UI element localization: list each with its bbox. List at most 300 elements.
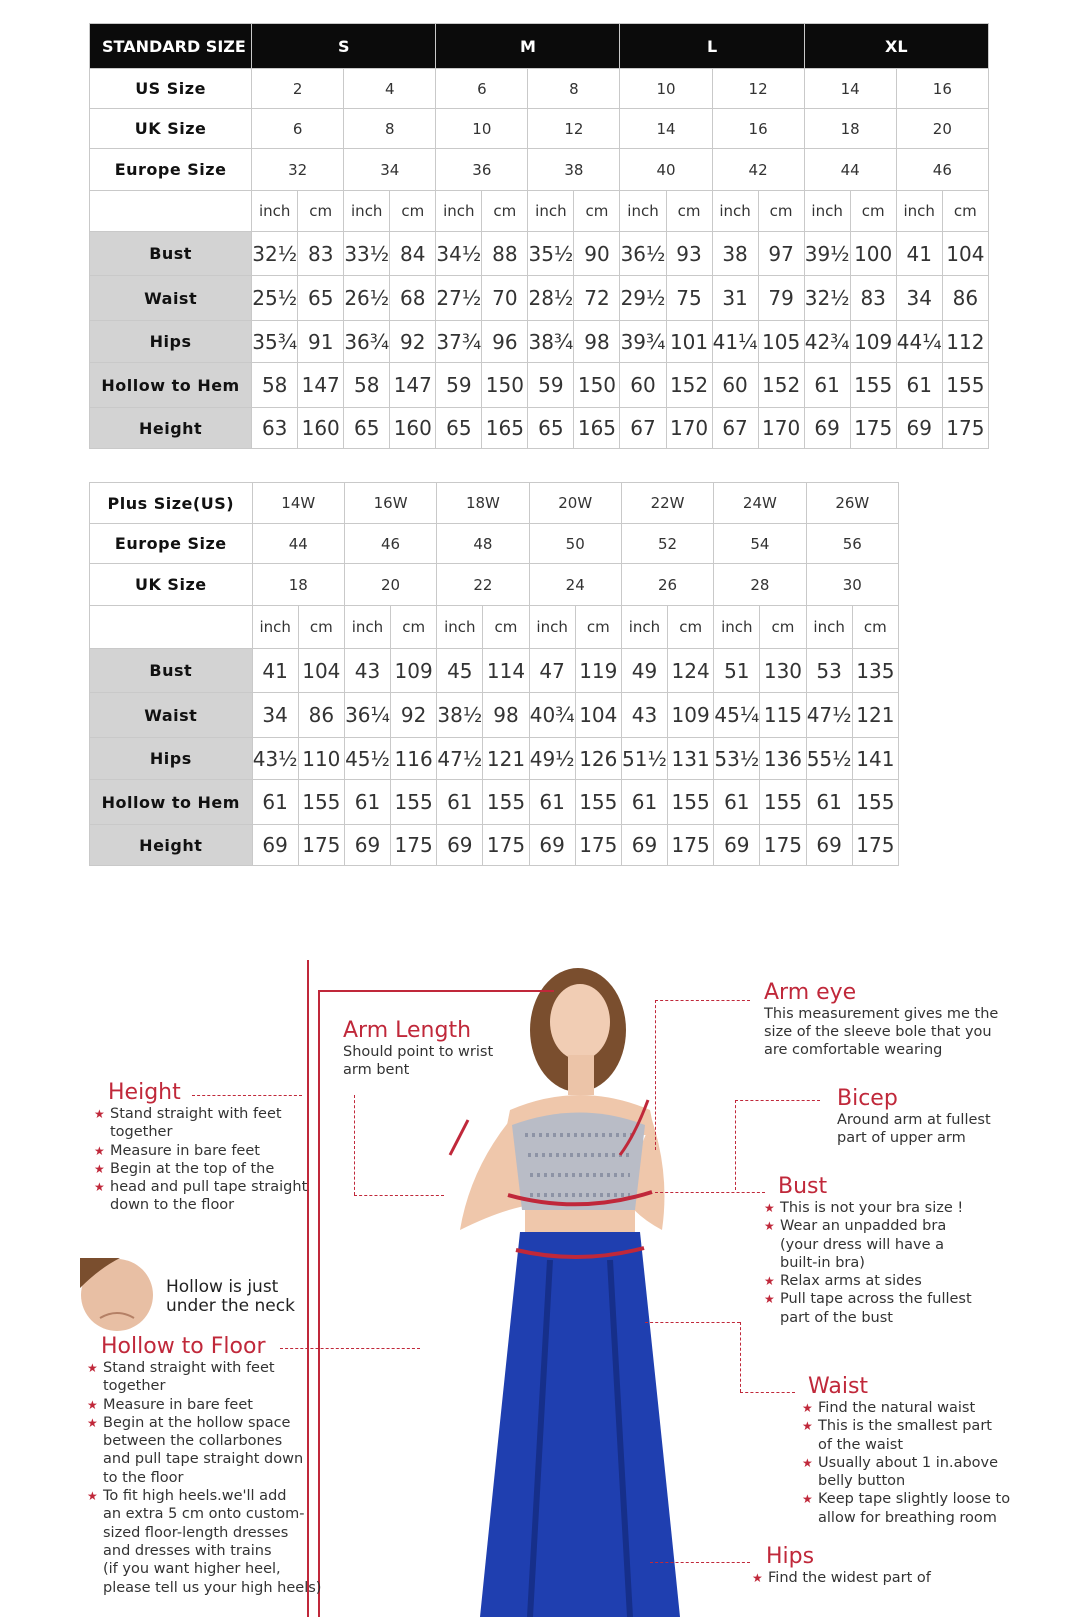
- unit-cm: cm: [758, 191, 804, 232]
- measurement-cell: 175: [575, 825, 621, 866]
- measurement-cell: 40¾: [529, 693, 575, 738]
- measurement-cell: 175: [850, 408, 896, 449]
- unit-inch: inch: [436, 191, 482, 232]
- measurement-cell: 41: [896, 232, 942, 276]
- unit-inch: inch: [621, 606, 667, 649]
- measurement-label: Hollow to Hem: [90, 363, 252, 408]
- measurement-cell: 126: [575, 738, 621, 780]
- measurement-cell: 147: [298, 363, 344, 408]
- measurement-label: Hips: [90, 738, 253, 780]
- bust-annotation: [762, 1174, 1002, 1327]
- list-item: ★ Stand straight with feet: [87, 1360, 275, 1376]
- measurement-cell: 26½: [344, 276, 390, 321]
- measurement-cell: 152: [666, 363, 712, 408]
- measurement-cell: 109: [668, 693, 714, 738]
- list-item: ★ Measure in bare feet: [87, 1396, 253, 1413]
- measurement-cell: 175: [760, 825, 806, 866]
- list-item: and dresses with trains: [103, 1542, 272, 1559]
- plus-size-cell: 26W: [806, 483, 898, 524]
- plus-size-cell: 18W: [437, 483, 529, 524]
- measurement-cell: 121: [852, 693, 898, 738]
- size-s-header: S: [252, 24, 436, 69]
- measurement-cell: 109: [850, 321, 896, 363]
- plus-uk-row: [90, 564, 899, 606]
- measurement-cell: 155: [942, 363, 988, 408]
- measurement-cell: 175: [483, 825, 529, 866]
- list-item: ★ To fit high heels.we'll add: [87, 1488, 287, 1505]
- arm-eye-title: Arm eye: [764, 980, 857, 1005]
- uk-size-row: [90, 109, 989, 149]
- plus-uk-cell: 20: [344, 564, 436, 606]
- arm-eye-text: are comfortable wearing: [764, 1042, 943, 1058]
- measurement-cell: 36½: [620, 232, 666, 276]
- measurement-cell: 45½: [344, 738, 390, 780]
- measurement-cell: 135: [852, 649, 898, 693]
- list-item: down to the floor: [110, 1197, 235, 1214]
- plus-uk-cell: 22: [437, 564, 529, 606]
- measurement-cell: 36¼: [344, 693, 390, 738]
- size-m-header: M: [436, 24, 620, 69]
- measurement-label: Hips: [90, 321, 252, 363]
- us-size-cell: 10: [620, 69, 712, 109]
- bicep-connector: [735, 1100, 820, 1101]
- measurement-cell: 31: [712, 276, 758, 321]
- measurement-cell: 51½: [621, 738, 667, 780]
- europe-size-cell: 44: [804, 149, 896, 191]
- list-item: ★ Find the widest part of: [752, 1570, 931, 1586]
- measurement-cell: 61: [806, 780, 852, 825]
- hollow-to-floor-title: Hollow to Floor: [101, 1334, 266, 1359]
- bicep-text: Around arm at fullest: [837, 1112, 991, 1128]
- plus-size-cell: 20W: [529, 483, 621, 524]
- plus-uk-cell: 28: [714, 564, 806, 606]
- measurement-cell: 49: [621, 649, 667, 693]
- table-row: [90, 738, 899, 780]
- measurement-cell: 114: [483, 649, 529, 693]
- list-item: ★ Begin at the hollow space: [87, 1414, 291, 1431]
- arm-length-title: Arm Length: [343, 1018, 472, 1043]
- table-row: [90, 321, 989, 363]
- measurement-cell: 155: [298, 780, 344, 825]
- list-item: together: [103, 1378, 166, 1395]
- waist-title: Waist: [808, 1374, 869, 1399]
- plus-europe-cell: 46: [344, 524, 436, 564]
- list-item: ★ Stand straight with feet: [94, 1106, 282, 1122]
- measurement-cell: 92: [391, 693, 437, 738]
- measurement-cell: 25½: [252, 276, 298, 321]
- list-item: (your dress will have a: [780, 1236, 944, 1253]
- uk-size-cell: 12: [528, 109, 620, 149]
- list-item: ★ Keep tape slightly loose to: [802, 1491, 1011, 1508]
- measurement-cell: 61: [252, 780, 298, 825]
- list-item: allow for breathing room: [818, 1509, 997, 1526]
- measurement-cell: 59: [436, 363, 482, 408]
- unit-cm: cm: [390, 191, 436, 232]
- measurement-cell: 44¼: [896, 321, 942, 363]
- uk-size-cell: 14: [620, 109, 712, 149]
- plus-europe-row: [90, 524, 899, 564]
- measurement-cell: 84: [390, 232, 436, 276]
- measurement-cell: 105: [758, 321, 804, 363]
- measurement-cell: 53½: [714, 738, 760, 780]
- measurement-cell: 37¾: [436, 321, 482, 363]
- measurement-cell: 98: [483, 693, 529, 738]
- bust-title: Bust: [778, 1174, 828, 1199]
- europe-size-label: Europe Size: [90, 149, 252, 191]
- measurement-cell: 43: [621, 693, 667, 738]
- table-row: [90, 780, 899, 825]
- unit-row: [90, 191, 989, 232]
- uk-size-cell: 16: [712, 109, 804, 149]
- measurement-cell: 160: [390, 408, 436, 449]
- list-item: an extra 5 cm onto custom-: [103, 1506, 305, 1523]
- arm-eye-text: This measurement gives me the: [764, 1006, 999, 1022]
- unit-inch: inch: [714, 606, 760, 649]
- unit-inch: inch: [806, 606, 852, 649]
- unit-inch: inch: [529, 606, 575, 649]
- measurement-cell: 155: [575, 780, 621, 825]
- measurement-cell: 69: [437, 825, 483, 866]
- measurement-cell: 43½: [252, 738, 298, 780]
- measurement-cell: 53: [806, 649, 852, 693]
- arm-eye-annotation: [764, 980, 1004, 1059]
- neck-shape: [568, 1055, 594, 1095]
- unit-inch: inch: [252, 191, 298, 232]
- hollow-photo: [80, 1258, 154, 1332]
- bicep-title: Bicep: [837, 1086, 898, 1111]
- measurement-cell: 109: [391, 649, 437, 693]
- hips-list: [750, 1569, 980, 1587]
- measurement-cell: 101: [666, 321, 712, 363]
- unit-inch: inch: [620, 191, 666, 232]
- measurement-cell: 141: [852, 738, 898, 780]
- plus-size-cell: 16W: [344, 483, 436, 524]
- measurement-cell: 112: [942, 321, 988, 363]
- measurement-cell: 35½: [528, 232, 574, 276]
- hollow-note: [166, 1278, 326, 1316]
- us-size-cell: 6: [436, 69, 528, 109]
- list-item: ★ Usually about 1 in.above: [802, 1454, 999, 1471]
- list-item: built-in bra): [780, 1254, 865, 1271]
- unit-cm: cm: [850, 191, 896, 232]
- table-row: [90, 825, 899, 866]
- measurement-cell: 75: [666, 276, 712, 321]
- measurement-cell: 100: [850, 232, 896, 276]
- measurement-cell: 165: [482, 408, 528, 449]
- us-size-cell: 2: [252, 69, 344, 109]
- measurement-cell: 60: [620, 363, 666, 408]
- list-item: part of the bust: [780, 1309, 893, 1326]
- measurement-cell: 65: [344, 408, 390, 449]
- measurement-cell: 61: [344, 780, 390, 825]
- measurement-cell: 155: [668, 780, 714, 825]
- us-size-row: [90, 69, 989, 109]
- measurement-cell: 39½: [804, 232, 850, 276]
- unit-cm: cm: [942, 191, 988, 232]
- list-item: ★ This is not your bra size !: [764, 1200, 964, 1216]
- measurement-cell: 97: [758, 232, 804, 276]
- measurement-cell: 29½: [620, 276, 666, 321]
- plus-europe-label: Europe Size: [90, 524, 253, 564]
- measurement-cell: 39¾: [620, 321, 666, 363]
- measurement-label: Waist: [90, 693, 253, 738]
- measurement-cell: 104: [298, 649, 344, 693]
- measurement-cell: 160: [298, 408, 344, 449]
- measurement-cell: 98: [574, 321, 620, 363]
- us-size-cell: 8: [528, 69, 620, 109]
- measurement-cell: 79: [758, 276, 804, 321]
- measurement-cell: 175: [668, 825, 714, 866]
- hips-connector: [650, 1562, 750, 1563]
- measurement-label: Bust: [90, 232, 252, 276]
- measurement-cell: 60: [712, 363, 758, 408]
- plus-measurement-rows: [90, 649, 899, 866]
- plus-size-cell: 22W: [621, 483, 713, 524]
- list-item: of the waist: [818, 1436, 904, 1453]
- hollow-list: [85, 1359, 325, 1597]
- measurement-cell: 155: [850, 363, 896, 408]
- measurement-cell: 170: [666, 408, 712, 449]
- measurement-cell: 175: [852, 825, 898, 866]
- hips-title: Hips: [766, 1544, 815, 1569]
- uk-size-cell: 18: [804, 109, 896, 149]
- measurement-cell: 47½: [806, 693, 852, 738]
- measurement-cell: 34: [252, 693, 298, 738]
- unit-inch: inch: [528, 191, 574, 232]
- measurement-cell: 86: [298, 693, 344, 738]
- europe-size-cell: 38: [528, 149, 620, 191]
- arm-length-text: Should point to wrist: [343, 1044, 494, 1060]
- measurement-cell: 83: [850, 276, 896, 321]
- measurement-cell: 69: [344, 825, 390, 866]
- europe-size-cell: 36: [436, 149, 528, 191]
- measurement-cell: 47: [529, 649, 575, 693]
- size-xl-header: XL: [804, 24, 988, 69]
- measurement-cell: 104: [942, 232, 988, 276]
- measurement-cell: 32½: [804, 276, 850, 321]
- measurement-cell: 55½: [806, 738, 852, 780]
- unit-cm: cm: [483, 606, 529, 649]
- arm-eye-connector-v: [655, 1000, 656, 1150]
- list-item: belly button: [818, 1473, 906, 1490]
- measurement-cell: 61: [896, 363, 942, 408]
- list-item: ★ Wear an unpadded bra: [764, 1218, 947, 1235]
- measurement-cell: 28½: [528, 276, 574, 321]
- arm-length-connector-h: [354, 1195, 444, 1196]
- plus-size-table: [89, 482, 899, 866]
- measurement-cell: 175: [391, 825, 437, 866]
- measurement-cell: 61: [529, 780, 575, 825]
- list-item: ★ Pull tape across the fullest: [764, 1291, 972, 1308]
- plus-uk-cell: 30: [806, 564, 898, 606]
- arm-eye-connector: [655, 1000, 750, 1001]
- measurement-cell: 86: [942, 276, 988, 321]
- measurement-cell: 35¾: [252, 321, 298, 363]
- us-size-cell: 4: [344, 69, 436, 109]
- unit-cm: cm: [391, 606, 437, 649]
- measurement-cell: 116: [391, 738, 437, 780]
- measurement-cell: 69: [529, 825, 575, 866]
- bust-list: [762, 1199, 1002, 1327]
- list-item: ★ This is the smallest part: [802, 1418, 992, 1435]
- arm-length-connector: [354, 1095, 357, 1195]
- measurement-cell: 67: [712, 408, 758, 449]
- measurement-cell: 33½: [344, 232, 390, 276]
- table-row: [90, 649, 899, 693]
- measurement-cell: 38¾: [528, 321, 574, 363]
- measurement-cell: 119: [575, 649, 621, 693]
- unit-cm: cm: [482, 191, 528, 232]
- list-item: to the floor: [103, 1469, 184, 1486]
- measurement-cell: 69: [806, 825, 852, 866]
- list-item: ★ Relax arms at sides: [764, 1273, 922, 1290]
- waist-connector: [740, 1322, 741, 1392]
- hips-annotation: [750, 1544, 980, 1587]
- measurement-cell: 41: [252, 649, 298, 693]
- list-item: (if you want higher heel,: [103, 1561, 281, 1578]
- standard-header-row: [90, 24, 989, 69]
- unit-cm: cm: [574, 191, 620, 232]
- europe-size-cell: 34: [344, 149, 436, 191]
- europe-size-cell: 40: [620, 149, 712, 191]
- plus-unit-row: [90, 606, 899, 649]
- plus-uk-cell: 24: [529, 564, 621, 606]
- measurement-cell: 147: [390, 363, 436, 408]
- unit-cm: cm: [298, 606, 344, 649]
- measurement-cell: 104: [575, 693, 621, 738]
- measurement-cell: 47½: [437, 738, 483, 780]
- measurement-label: Height: [90, 408, 252, 449]
- measurement-label: Bust: [90, 649, 253, 693]
- arm-length-arrow: [450, 1120, 468, 1155]
- plus-size-row: [90, 483, 899, 524]
- measurement-cell: 49½: [529, 738, 575, 780]
- arm-eye-text: size of the sleeve bole that you: [764, 1024, 992, 1040]
- waist-list: [800, 1399, 1030, 1527]
- measurement-cell: 155: [760, 780, 806, 825]
- unit-cm: cm: [666, 191, 712, 232]
- plus-europe-cell: 44: [252, 524, 344, 564]
- list-item: ★ Find the natural waist: [802, 1400, 976, 1416]
- list-item: ★ Measure in bare feet: [94, 1142, 260, 1159]
- measurement-cell: 110: [298, 738, 344, 780]
- measurement-cell: 51: [714, 649, 760, 693]
- measurement-label: Hollow to Hem: [90, 780, 253, 825]
- bicep-text: part of upper arm: [837, 1130, 966, 1146]
- measurement-cell: 59: [528, 363, 574, 408]
- hollow-to-floor-annotation: [85, 1334, 325, 1597]
- measurement-cell: 38: [712, 232, 758, 276]
- unit-row-blank: [90, 606, 253, 649]
- measurement-cell: 58: [252, 363, 298, 408]
- measurement-cell: 70: [482, 276, 528, 321]
- list-item: together: [110, 1124, 173, 1141]
- waist-connector-top: [645, 1322, 740, 1323]
- uk-size-cell: 10: [436, 109, 528, 149]
- unit-cm: cm: [298, 191, 344, 232]
- list-item: and pull tape straight down: [103, 1451, 304, 1468]
- unit-cm: cm: [575, 606, 621, 649]
- unit-inch: inch: [712, 191, 758, 232]
- plus-europe-cell: 48: [437, 524, 529, 564]
- measurement-cell: 61: [437, 780, 483, 825]
- list-item: ★ Begin at the top of the: [94, 1160, 275, 1177]
- size-l-header: L: [620, 24, 804, 69]
- measurement-cell: 36¾: [344, 321, 390, 363]
- list-item: ★ head and pull tape straight: [94, 1179, 308, 1196]
- measurement-cell: 43: [344, 649, 390, 693]
- plus-europe-cell: 52: [621, 524, 713, 564]
- measurement-cell: 90: [574, 232, 620, 276]
- unit-inch: inch: [344, 191, 390, 232]
- measurement-cell: 93: [666, 232, 712, 276]
- measurement-cell: 61: [621, 780, 667, 825]
- uk-size-cell: 6: [252, 109, 344, 149]
- measurement-cell: 65: [436, 408, 482, 449]
- measurement-cell: 121: [483, 738, 529, 780]
- plus-size-label: Plus Size(US): [90, 483, 253, 524]
- measurement-cell: 131: [668, 738, 714, 780]
- plus-uk-label: UK Size: [90, 564, 253, 606]
- measurement-cell: 45¼: [714, 693, 760, 738]
- measurement-cell: 34½: [436, 232, 482, 276]
- measurement-cell: 72: [574, 276, 620, 321]
- measurement-cell: 96: [482, 321, 528, 363]
- measurement-cell: 27½: [436, 276, 482, 321]
- measurement-cell: 88: [482, 232, 528, 276]
- measurement-cell: 61: [804, 363, 850, 408]
- plus-size-cell: 24W: [714, 483, 806, 524]
- measurement-cell: 38½: [437, 693, 483, 738]
- bust-connector: [655, 1192, 765, 1193]
- list-item: please tell us your high heels): [103, 1579, 322, 1596]
- us-size-label: US Size: [90, 69, 252, 109]
- measurement-cell: 155: [483, 780, 529, 825]
- measurement-cell: 63: [252, 408, 298, 449]
- uk-size-cell: 20: [896, 109, 988, 149]
- measurement-cell: 69: [252, 825, 298, 866]
- hollow-note-text: Hollow is just: [166, 1277, 279, 1297]
- list-item: between the collarbones: [103, 1433, 283, 1450]
- europe-size-cell: 46: [896, 149, 988, 191]
- plus-europe-cell: 56: [806, 524, 898, 564]
- unit-cm: cm: [852, 606, 898, 649]
- unit-inch: inch: [437, 606, 483, 649]
- measurement-cell: 136: [760, 738, 806, 780]
- midriff-shape: [525, 1210, 635, 1232]
- measurement-cell: 155: [852, 780, 898, 825]
- measurement-cell: 69: [804, 408, 850, 449]
- face-shape: [550, 984, 610, 1060]
- measurement-cell: 65: [298, 276, 344, 321]
- measurement-cell: 170: [758, 408, 804, 449]
- standard-measurement-rows: [90, 232, 989, 449]
- measurement-cell: 150: [482, 363, 528, 408]
- unit-inch: inch: [252, 606, 298, 649]
- waist-annotation: [800, 1374, 1030, 1527]
- measurement-cell: 61: [714, 780, 760, 825]
- measurement-label: Waist: [90, 276, 252, 321]
- skirt-shape: [480, 1232, 680, 1617]
- measurement-cell: 41¼: [712, 321, 758, 363]
- measurement-cell: 45: [437, 649, 483, 693]
- arm-length-annotation: [343, 1018, 513, 1079]
- measurement-cell: 175: [298, 825, 344, 866]
- measurement-cell: 130: [760, 649, 806, 693]
- table-row: [90, 363, 989, 408]
- table-row: [90, 408, 989, 449]
- measurement-cell: 175: [942, 408, 988, 449]
